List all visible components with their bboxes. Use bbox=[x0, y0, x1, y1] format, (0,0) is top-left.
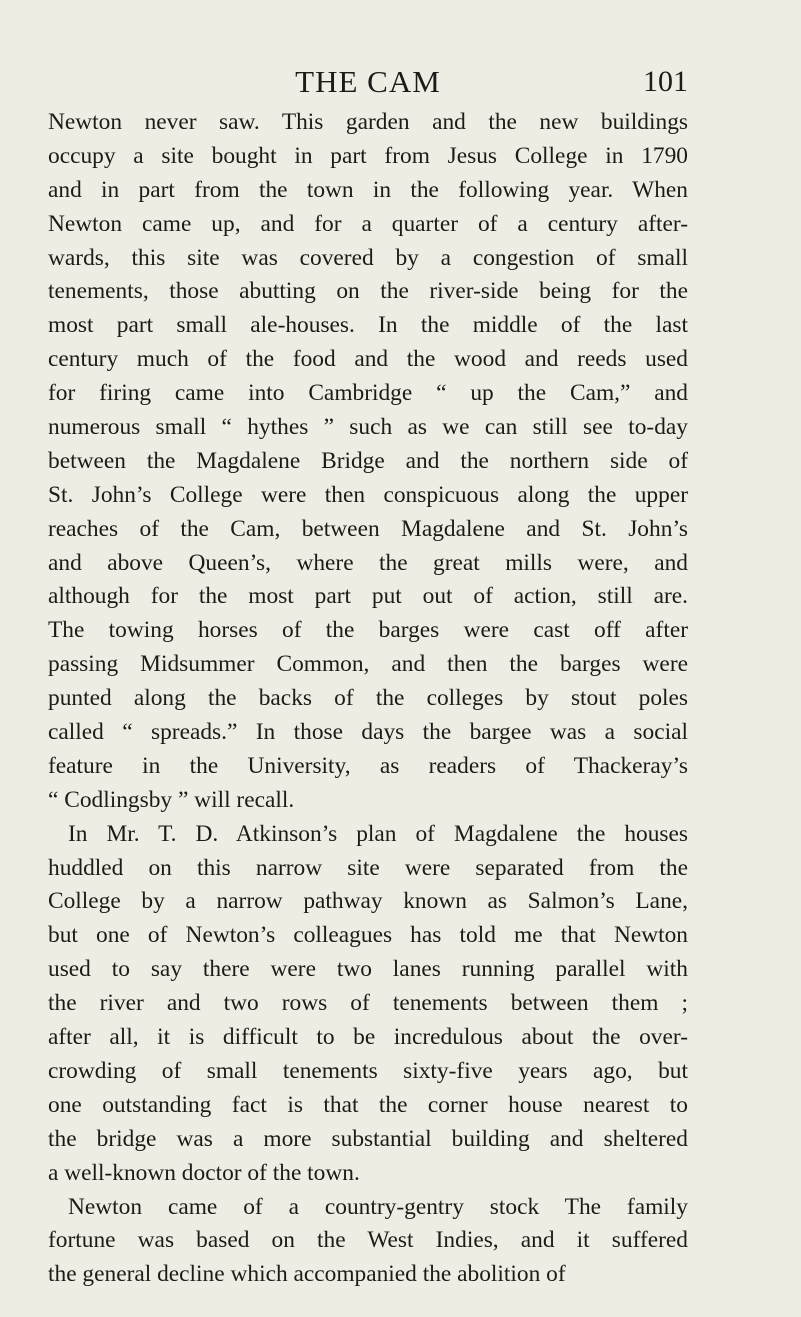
text-line: called “ spreads.” In those days the bargee was a social bbox=[48, 719, 688, 746]
text-line: huddled on this narrow site were separated from the bbox=[48, 854, 688, 881]
text-line: passing Midsummer Common, and then the barges were bbox=[48, 651, 688, 678]
text-line: and in part from the town in the following year. When bbox=[48, 176, 688, 203]
text-line: for firing came into Cambridge “ up the Cam,” and bbox=[48, 380, 688, 407]
text-line: one outstanding fact is that the corner house nearest to bbox=[48, 1091, 688, 1118]
text-line: the bridge was a more substantial building and sheltered bbox=[48, 1125, 688, 1152]
text-line: used to say there were two lanes running parallel with bbox=[48, 956, 688, 983]
text-line: fortune was based on the West Indies, and it suffered bbox=[48, 1227, 688, 1254]
text-line: the river and two rows of tenements between them ; bbox=[48, 990, 688, 1017]
page-number: 101 bbox=[643, 65, 688, 98]
text-line: after all, it is difficult to be incredulous about the over- bbox=[48, 1024, 688, 1051]
paragraph bbox=[48, 818, 688, 1191]
running-head bbox=[48, 62, 688, 102]
text-line: In Mr. T. D. Atkinson’s plan of Magdalene the houses bbox=[68, 820, 688, 847]
text-line: Newton came of a country-gentry stock The family bbox=[68, 1193, 688, 1220]
text-line: College by a narrow pathway known as Salmon’s Lane, bbox=[48, 888, 688, 915]
body-text bbox=[48, 106, 688, 1292]
text-line: reaches of the Cam, between Magdalene and St. John’s bbox=[48, 515, 688, 542]
text-line: wards, this site was covered by a congestion of small bbox=[48, 244, 688, 271]
text-line: feature in the University, as readers of Thackeray’s bbox=[48, 752, 688, 779]
text-line: “ Codlingsby ” will recall. bbox=[48, 786, 295, 813]
text-line: between the Magdalene Bridge and the northern side of bbox=[48, 447, 688, 474]
text-line: a well-known doctor of the town. bbox=[48, 1159, 360, 1186]
text-line: although for the most part put out of action, still are. bbox=[48, 583, 688, 610]
paragraph bbox=[48, 106, 688, 818]
text-line: tenements, those abutting on the river-side being for the bbox=[48, 278, 688, 305]
text-line: century much of the food and the wood and reeds used bbox=[48, 346, 688, 373]
text-line: The towing horses of the barges were cast off after bbox=[48, 617, 688, 644]
text-line: numerous small “ hythes ” such as we can still see to-day bbox=[48, 414, 688, 441]
running-title: THE CAM bbox=[295, 64, 441, 99]
text-line: Newton came up, and for a quarter of a century after- bbox=[48, 210, 688, 237]
paragraph bbox=[48, 1191, 688, 1293]
text-line: St. John’s College were then conspicuous along the upper bbox=[48, 481, 688, 508]
text-line: crowding of small tenements sixty-five years ago, but bbox=[48, 1057, 688, 1084]
text-line: Newton never saw. This garden and the new buildings bbox=[48, 109, 688, 135]
text-line: the general decline which accompanied the abolition of bbox=[48, 1261, 566, 1288]
text-line: occupy a site bought in part from Jesus College in 1790 bbox=[48, 142, 688, 169]
text-line: punted along the backs of the colleges by stout poles bbox=[48, 685, 688, 712]
text-line: but one of Newton’s colleagues has told me that Newton bbox=[48, 922, 688, 949]
text-line: most part small ale-houses. In the middle of the last bbox=[48, 312, 688, 339]
text-line: and above Queen’s, where the great mills were, and bbox=[48, 549, 688, 576]
